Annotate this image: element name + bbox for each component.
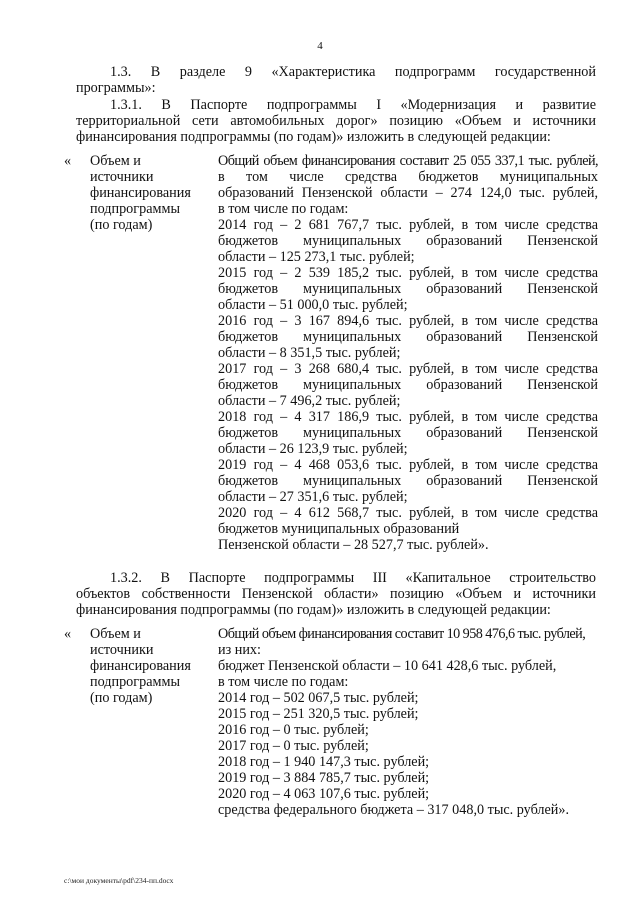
content-line: 2020 год – 4 612 568,7 тыс. рублей, в том числе средства xyxy=(218,505,598,521)
content-line: 2018 год – 1 940 147,3 тыс. рублей; xyxy=(218,754,430,770)
content-line: в том числе средства бюджетов муниципальных xyxy=(218,169,598,185)
content-line: 2020 год – 4 063 107,6 тыс. рублей; xyxy=(218,786,430,802)
content-line: бюджетов муниципальных образований Пензенской xyxy=(218,473,598,489)
paragraph-line: финансирования подпрограммы (по годам)» изложить в следующей редакции: xyxy=(76,602,551,618)
label-line: источники xyxy=(90,642,154,658)
content-line: области – 51 000,0 тыс. рублей; xyxy=(218,297,408,313)
content-line: бюджетов муниципальных образований xyxy=(218,521,460,537)
label-line: подпрограммы xyxy=(90,201,180,217)
content-line: области – 125 273,1 тыс. рублей; xyxy=(218,249,415,265)
content-line: 2014 год – 502 067,5 тыс. рублей; xyxy=(218,690,419,706)
paragraph-line: объектов собственности Пензенской области» позицию «Объем и источники xyxy=(76,586,596,602)
paragraph-1-3-2 xyxy=(76,570,596,618)
content-line: бюджетов муниципальных образований Пензенской xyxy=(218,377,598,393)
paragraph-line: 1.3. В разделе 9 «Характеристика подпрограмм государственной xyxy=(110,64,596,80)
content-line: бюджет Пензенской области – 10 641 428,6 тыс. рублей, xyxy=(218,658,557,674)
label-line: Объем и xyxy=(90,153,141,169)
opening-quote: « xyxy=(64,153,72,169)
content-line: в том числе по годам: xyxy=(218,201,349,217)
content-line: 2019 год – 3 884 785,7 тыс. рублей; xyxy=(218,770,430,786)
content-line: 2016 год – 3 167 894,6 тыс. рублей, в том числе средства xyxy=(218,313,598,329)
label-line: Объем и xyxy=(90,626,141,642)
content-line: 2017 год – 0 тыс. рублей; xyxy=(218,738,369,754)
content-line: области – 7 496,2 тыс. рублей; xyxy=(218,393,401,409)
content-line: бюджетов муниципальных образований Пензенской xyxy=(218,329,598,345)
content-line: области – 26 123,9 тыс. рублей; xyxy=(218,441,408,457)
block1-content xyxy=(218,153,598,553)
block2-content xyxy=(218,626,598,818)
label-line: источники xyxy=(90,169,154,185)
paragraph-1-3 xyxy=(76,64,596,96)
content-line: Общий объем финансирования составит 10 958 476,6 тыс. рублей, xyxy=(218,626,586,642)
content-line: из них: xyxy=(218,642,261,658)
content-line: 2015 год – 251 320,5 тыс. рублей; xyxy=(218,706,419,722)
content-line: 2017 год – 3 268 680,4 тыс. рублей, в том числе средства xyxy=(218,361,598,377)
content-line: в том числе по годам: xyxy=(218,674,349,690)
file-path-footer: c:\мои документы\pdf\234-пп.docx xyxy=(64,876,174,885)
content-line: Общий объем финансирования составит 25 055 337,1 тыс. рублей, xyxy=(218,153,598,169)
label-line: финансирования xyxy=(90,185,191,201)
content-line: бюджетов муниципальных образований Пензенской xyxy=(218,425,598,441)
content-line: Пензенской области – 28 527,7 тыс. рублей». xyxy=(218,537,489,553)
paragraph-line: программы»: xyxy=(76,80,156,96)
paragraph-line: 1.3.1. В Паспорте подпрограммы I «Модернизация и развитие xyxy=(110,97,596,113)
block2-label xyxy=(90,626,210,706)
content-line: бюджетов муниципальных образований Пензенской xyxy=(218,281,598,297)
label-line: (по годам) xyxy=(90,217,153,233)
content-line: бюджетов муниципальных образований Пензенской xyxy=(218,233,598,249)
label-line: финансирования xyxy=(90,658,191,674)
content-line: 2018 год – 4 317 186,9 тыс. рублей, в том числе средства xyxy=(218,409,598,425)
paragraph-1-3-1 xyxy=(76,97,596,145)
content-line: области – 8 351,5 тыс. рублей; xyxy=(218,345,401,361)
content-line: области – 27 351,6 тыс. рублей; xyxy=(218,489,408,505)
page-number: 4 xyxy=(317,40,323,52)
content-line: средства федерального бюджета – 317 048,0 тыс. рублей». xyxy=(218,802,570,818)
content-line: 2019 год – 4 468 053,6 тыс. рублей, в том числе средства xyxy=(218,457,598,473)
content-line: образований Пензенской области – 274 124,0 тыс. рублей, xyxy=(218,185,598,201)
paragraph-line: территориальной сети автомобильных дорог» позицию «Объем и источники xyxy=(76,113,596,129)
content-line: 2014 год – 2 681 767,7 тыс. рублей, в том числе средства xyxy=(218,217,598,233)
content-line: 2015 год – 2 539 185,2 тыс. рублей, в том числе средства xyxy=(218,265,598,281)
paragraph-line: финансирования подпрограммы (по годам)» изложить в следующей редакции: xyxy=(76,129,551,145)
label-line: (по годам) xyxy=(90,690,153,706)
content-line: 2016 год – 0 тыс. рублей; xyxy=(218,722,369,738)
paragraph-line: 1.3.2. В Паспорте подпрограммы III «Капитальное строительство xyxy=(110,570,596,586)
block1-label xyxy=(90,153,210,233)
label-line: подпрограммы xyxy=(90,674,180,690)
opening-quote: « xyxy=(64,626,72,642)
